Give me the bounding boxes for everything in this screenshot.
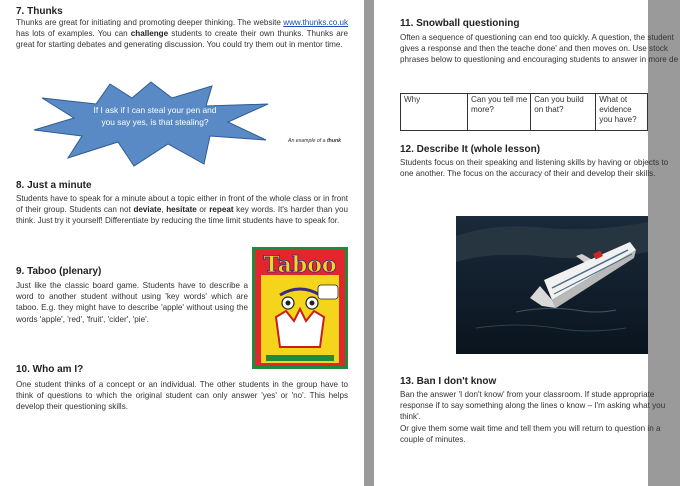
- phrase-cell: Can you build on that?: [531, 94, 596, 131]
- heading-describe-it: 12. Describe It (whole lesson): [400, 144, 541, 155]
- ban-paragraph-1: Ban the answer 'I don't know' from your classroom. If stude appropriate response if to say something along the lines o know – I'm asking what you think'.: [400, 390, 666, 422]
- page-right: [374, 0, 679, 486]
- thunk-caption: [288, 138, 341, 144]
- heading-who-am-i: 10. Who am I?: [16, 364, 84, 375]
- just-a-minute-paragraph: [16, 193, 348, 227]
- jam-text-2: key words. It's harder than you think. Just try it yourself! Differentiate by reducing the time limit students have to speak for.: [16, 205, 349, 226]
- taboo-game-box-image: [252, 247, 348, 369]
- phrase-cell: Why: [401, 94, 468, 131]
- snowball-paragraph: Often a sequence of questioning can end too quickly. A question, the student gives a response and then the teache done' and then moves on. Use stock phrases below to questioning and encouraging students to answer in more de: [400, 33, 679, 65]
- heading-just-a-minute: 8. Just a minute: [16, 180, 92, 191]
- phrase-cell: Can you tell me more?: [467, 94, 530, 131]
- taboo-paragraph: Just like the classic board game. Students have to describe a word to another student without using 'key words' which are taboo. E.g. they might have to describe 'apple' without using the words 'apple', 'red', 'fruit', 'cider', 'pie'.: [16, 281, 248, 324]
- jam-bold-deviate: deviate: [133, 205, 162, 215]
- jam-bold-repeat: repeat: [209, 205, 234, 215]
- phrase-cell: What ot evidence you have?: [596, 94, 648, 131]
- thunks-text-3: students to create their own thunks. Thunks are great for starting debates and generating discussion. You could try them out in mentor time.: [16, 29, 348, 50]
- thunks-paragraph: [16, 17, 348, 51]
- heading-taboo: 9. Taboo (plenary): [16, 266, 102, 277]
- heading-ban-i-dont-know: 13. Ban I don't know: [400, 376, 497, 387]
- thunks-link[interactable]: www.thunks.co.uk: [283, 18, 348, 27]
- jam-sep-1: ,: [161, 205, 167, 215]
- ban-paragraph-2: Or give them some wait time and tell them you will return to question in a couple of minutes.: [400, 424, 661, 445]
- caption-text: An example of a: [288, 138, 327, 144]
- thunks-text-2: has lots of examples. You can: [16, 29, 131, 39]
- cruise-ship-photo: [456, 216, 648, 354]
- taboo-illustration: [252, 247, 348, 369]
- taboo-box-title: Taboo: [263, 252, 337, 278]
- describe-it-paragraph: Students focus on their speaking and listening skills by having or objects to one another. The focus on the accuracy of their and develop their skills.: [400, 158, 669, 179]
- jam-bold-hesitate: hesitate: [166, 205, 197, 215]
- who-am-i-paragraph: One student thinks of a concept or an individual. The other students in the group have to think of questions to which the original student can only answer 'yes' or 'no'. This helps develop their questioning skills.: [16, 380, 348, 412]
- jam-sep-2: or: [196, 205, 210, 215]
- jam-text-1: Students have to speak for a minute about a topic either in front of the whole class or in front of their group. Students can not: [16, 194, 348, 215]
- ship-illustration: [456, 216, 648, 354]
- heading-snowball-questioning: 11. Snowball questioning: [400, 18, 520, 29]
- caption-bold: thunk: [326, 138, 342, 144]
- thunk-star-callout: [30, 80, 272, 168]
- thunk-question-text: If I ask if I can steal your pen and you say yes, is that stealing?: [93, 105, 217, 127]
- thunks-text-1: Thunks are great for initiating and promoting deeper thinking. The website: [16, 18, 284, 27]
- stock-phrases-table: [400, 93, 648, 131]
- thunks-bold-challenge: challenge: [130, 29, 169, 39]
- heading-thunks: 7. Thunks: [16, 6, 63, 17]
- stock-phrases-row: [401, 94, 648, 131]
